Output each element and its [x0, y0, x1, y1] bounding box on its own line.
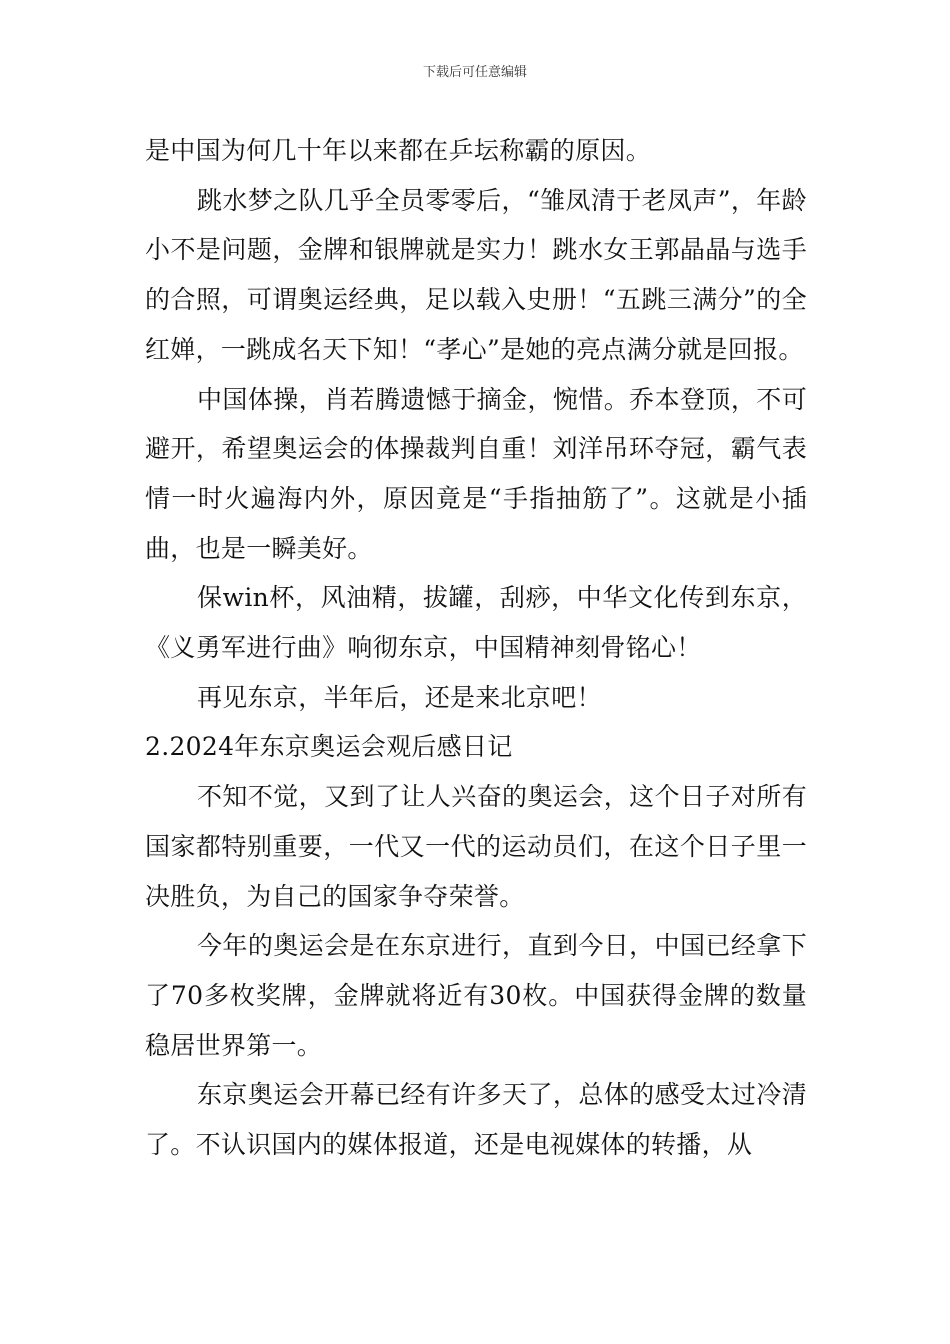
paragraph: 再见东京，半年后，还是来北京吧！ [197, 682, 602, 712]
paragraph: 保win杯，风油精，拔罐，刮痧，中华文化传到东京，《义勇军进行曲》响彻东京，中国精神刻骨铭心！ [145, 583, 807, 663]
paragraph: 跳水梦之队几乎全员零零后，“雏凤清于老凤声”，年龄小不是问题，金牌和银牌就是实力！跳水女王郭晶晶与选手的合照，可谓奥运经典，足以载入史册！“五跳三满分”的全红婵，一跳成名天下知！“孝心”是她的亮点满分就是回报。 [145, 185, 807, 364]
page-header: 下载后可任意编辑 [422, 65, 527, 80]
paragraph: 中国体操，肖若腾遗憾于摘金，惋惜。乔本登顶，不可避开，希望奥运会的体操裁判自重！刘洋吊环夺冠，霸气表情一时火遍海内外，原因竟是“手指抽筋了”。这就是小插曲，也是一瞬美好。 [145, 384, 807, 563]
section-heading: 2.2024年东京奥运会观后感日记 [145, 732, 513, 762]
paragraph: 东京奥运会开幕已经有许多天了，总体的感受太过冷清了。不认识国内的媒体报道，还是电视媒体的转播，从 [145, 1080, 807, 1160]
paragraph: 不知不觉，又到了让人兴奋的奥运会，这个日子对所有国家都特别重要，一代又一代的运动员们，在这个日子里一决胜负，为自己的国家争夺荣誉。 [145, 782, 807, 911]
paragraph: 是中国为何几十年以来都在乒坛称霸的原因。 [145, 136, 652, 165]
paragraph: 今年的奥运会是在东京进行，直到今日，中国已经拿下了70多枚奖牌，金牌就将近有30枚。中国获得金牌的数量稳居世界第一。 [145, 931, 807, 1060]
document-body [145, 126, 807, 1170]
